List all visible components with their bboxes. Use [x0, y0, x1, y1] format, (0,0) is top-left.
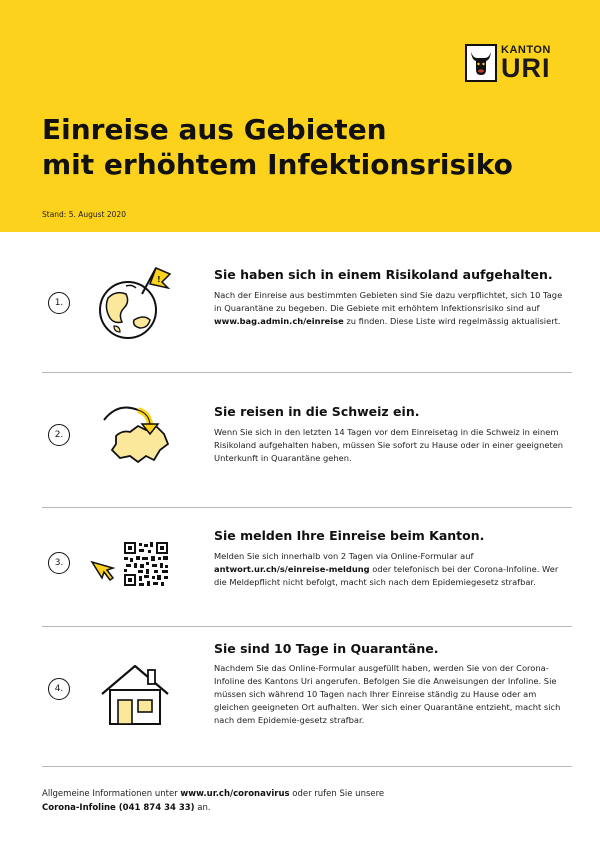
- step-1-heading: Sie haben sich in einem Risikoland aufgehalten.: [214, 267, 553, 282]
- step-3: [42, 526, 572, 616]
- step-1-text-a: Nach der Einreise aus bestimmten Gebieten sind Sie dazu verpflichtet, sich 10 Tage in Quarantäne zu begeben. Die Gebiete mit erhöhtem Infektionsrisiko sind auf: [214, 290, 563, 313]
- divider-2: [42, 507, 572, 508]
- step-2-text: Wenn Sie sich in den letzten 14 Tagen vor dem Einreisetag in die Schweiz in einem Risikoland aufgehalten haben, müssen Sie sofort zu Hause oder in einer geeigneten Unterkunft in Quarantäne gehen.: [214, 427, 564, 463]
- divider-4: [42, 766, 572, 767]
- logo-kanton-text: KANTON: [501, 43, 551, 56]
- footer-text-c: an.: [194, 803, 211, 813]
- step-4: [42, 638, 572, 748]
- step-number-2: 2.: [48, 424, 70, 446]
- step-4-heading: Sie sind 10 Tage in Quarantäne.: [214, 641, 439, 656]
- footer: [42, 787, 562, 815]
- page-title: [42, 112, 562, 182]
- step-3-text: [214, 550, 564, 589]
- qr-code-icon: [90, 540, 172, 592]
- title-line-2: mit erhöhtem Infektionsrisiko: [42, 148, 513, 181]
- bull-head-icon: [465, 44, 497, 82]
- step-1: [42, 262, 572, 352]
- step-number-3: 3.: [48, 552, 70, 574]
- date-stand: Stand: 5. August 2020: [42, 210, 126, 219]
- divider-3: [42, 626, 572, 627]
- coronavirus-link[interactable]: www.ur.ch/coronavirus: [180, 789, 290, 799]
- kanton-uri-logo: [465, 40, 565, 86]
- infoline-phone[interactable]: Corona-Infoline (041 874 34 33): [42, 803, 195, 813]
- step-number-1: 1.: [48, 292, 70, 314]
- bag-link[interactable]: www.bag.admin.ch/einreise: [214, 316, 344, 326]
- step-1-text-b: zu finden. Diese Liste wird regelmässig aktualisiert.: [343, 316, 561, 326]
- title-line-1: Einreise aus Gebieten: [42, 113, 387, 146]
- step-2: [42, 396, 572, 486]
- footer-text-b: oder rufen Sie unsere: [289, 789, 385, 799]
- logo-uri-text: URI: [501, 52, 551, 83]
- house-icon: [100, 662, 170, 732]
- divider-1: [42, 372, 572, 373]
- step-3-text-b: oder telefonisch bei der Corona-Infoline. Wer die Meldepflicht nicht befolgt, macht sich nach dem Epidemiegesetz strafbar.: [214, 564, 559, 587]
- step-1-text: [214, 289, 564, 328]
- header-banner: [0, 0, 600, 232]
- svg-text:!: !: [157, 275, 161, 284]
- switzerland-arrow-icon: [98, 400, 184, 474]
- step-3-heading: Sie melden Ihre Einreise beim Kanton.: [214, 528, 485, 543]
- step-3-text-a: Melden Sie sich innerhalb von 2 Tagen via Online-Formular auf: [214, 551, 474, 561]
- step-4-text: Nachdem Sie das Online-Formular ausgefüllt haben, werden Sie von der Corona-Infoline des Kantons Uri angerufen. Befolgen Sie die Anweisungen der Infoline. Sie müssen sich während 10 Tagen nach Ihrer Einreise ständig zu Hause oder am gleichen geeigneten Ort aufhalten. Wer sich einer Quarantäne entzieht, macht sich nach dem Epidemie-gesetz strafbar.: [214, 663, 561, 725]
- step-number-4: 4.: [48, 678, 70, 700]
- einreise-meldung-link[interactable]: antwort.ur.ch/s/einreise-meldung: [214, 564, 370, 574]
- step-2-heading: Sie reisen in die Schweiz ein.: [214, 404, 420, 419]
- footer-text-a: Allgemeine Informationen unter: [42, 789, 181, 799]
- globe-flag-icon: [98, 264, 186, 348]
